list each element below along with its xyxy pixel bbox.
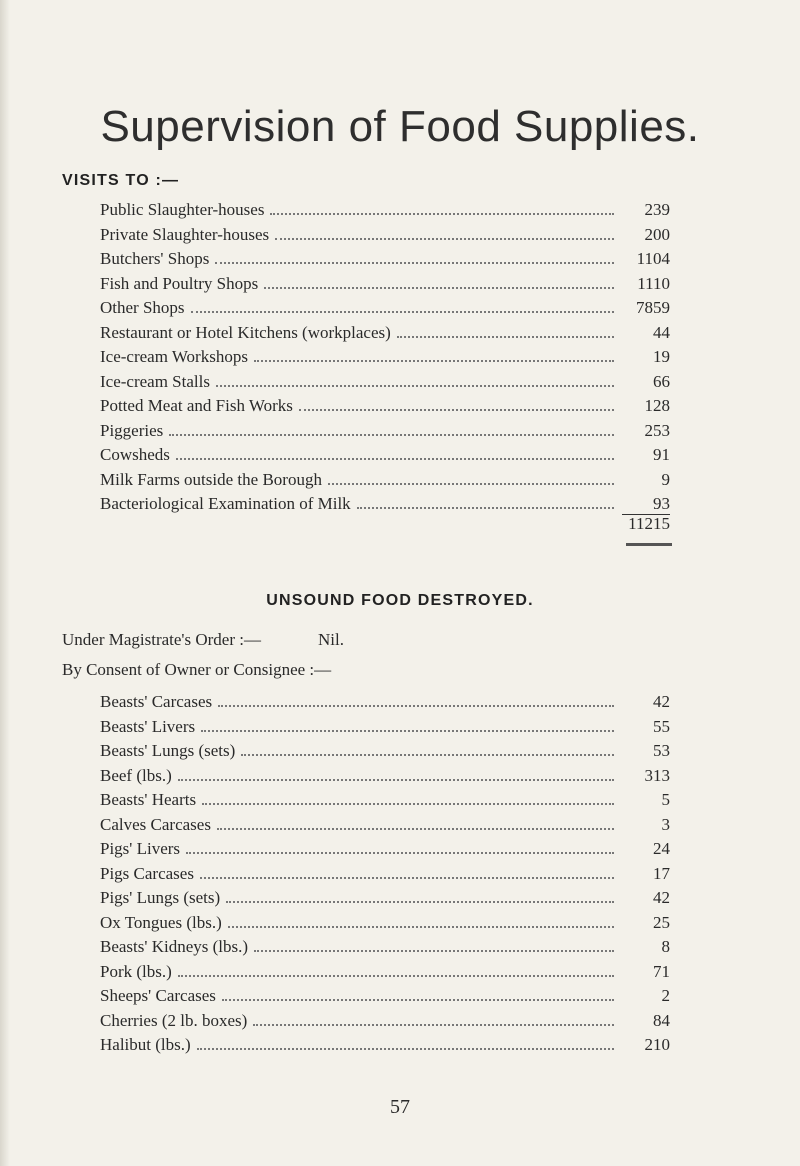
item-value: 8 — [661, 937, 670, 956]
list-item — [100, 272, 670, 297]
visits-heading: VISITS TO :— — [62, 172, 180, 189]
item-label: Cowsheds — [100, 445, 170, 464]
list-item — [100, 1033, 670, 1058]
item-value: 42 — [653, 888, 670, 907]
list-item — [100, 1009, 670, 1034]
list-item — [100, 813, 670, 838]
list-item — [100, 370, 670, 395]
item-value: 55 — [653, 716, 670, 736]
magistrate-value: Nil. — [318, 630, 344, 649]
leader-dots — [270, 213, 614, 215]
item-value: 91 — [653, 445, 670, 464]
list-item — [100, 739, 670, 764]
list-item — [100, 935, 670, 960]
item-label: Halibut (lbs.) — [100, 1035, 191, 1054]
list-item — [100, 837, 670, 862]
item-label: Calves Carcases — [100, 814, 211, 834]
list-item — [100, 468, 670, 493]
leader-dots — [357, 507, 614, 509]
item-value: 313 — [644, 765, 670, 785]
page-number: 57 — [390, 1096, 410, 1118]
list-item — [100, 223, 670, 248]
item-value: 24 — [653, 839, 670, 858]
item-label: Bacteriological Examination of Milk — [100, 494, 351, 513]
visits-total: 11215 — [628, 514, 670, 533]
item-value: 25 — [653, 912, 670, 932]
item-label: Beasts' Livers — [100, 716, 196, 736]
list-item — [100, 984, 670, 1009]
leader-dots — [202, 803, 614, 805]
item-value: 200 — [644, 224, 670, 244]
list-item — [100, 443, 670, 468]
item-label: Potted Meat and Fish Works — [100, 396, 293, 415]
list-item — [100, 886, 670, 911]
list-item — [100, 492, 670, 517]
leader-dots — [397, 336, 614, 338]
item-value: 239 — [644, 200, 670, 219]
list-item — [100, 911, 670, 936]
item-label: Pigs Carcases — [100, 863, 194, 883]
leader-dots — [275, 238, 614, 240]
leader-dots — [178, 779, 614, 781]
item-label: Pork (lbs.) — [100, 961, 172, 981]
leader-dots — [200, 877, 614, 879]
item-value: 42 — [653, 692, 670, 711]
leader-dots — [299, 409, 614, 411]
list-item — [100, 321, 670, 346]
item-value: 5 — [661, 790, 670, 809]
list-item — [100, 788, 670, 813]
visits-list — [100, 198, 670, 517]
leader-dots — [253, 1024, 614, 1026]
total-underline — [626, 543, 672, 546]
item-value: 93 — [653, 494, 670, 513]
leader-dots — [215, 262, 614, 264]
leader-dots — [216, 385, 614, 387]
item-value: 3 — [661, 814, 670, 834]
item-value: 1104 — [636, 249, 670, 268]
item-label: Public Slaughter-houses — [100, 200, 265, 219]
item-value: 66 — [653, 371, 670, 391]
item-value: 2 — [661, 986, 670, 1005]
item-label: Milk Farms outside the Borough — [100, 469, 322, 489]
leader-dots — [254, 360, 614, 362]
leader-dots — [264, 287, 614, 289]
page-title: Supervision of Food Supplies. — [100, 102, 700, 151]
item-value: 210 — [644, 1035, 670, 1054]
leader-dots — [197, 1048, 614, 1050]
item-label: Ox Tongues (lbs.) — [100, 912, 222, 932]
item-label: Private Slaughter-houses — [100, 224, 270, 244]
item-label: Ice-cream Stalls — [100, 371, 210, 391]
item-label: Pigs' Lungs (sets) — [100, 888, 221, 907]
item-value: 53 — [653, 741, 670, 760]
item-value: 1110 — [637, 273, 670, 293]
item-value: 71 — [653, 961, 670, 981]
item-value: 128 — [644, 396, 670, 415]
item-label: Pigs' Livers — [100, 839, 181, 858]
item-label: Other Shops — [100, 298, 185, 317]
item-label: Restaurant or Hotel Kitchens (workplaces) — [100, 322, 391, 342]
leader-dots — [217, 828, 614, 830]
list-item — [100, 296, 670, 321]
leader-dots — [228, 926, 614, 928]
list-item — [100, 345, 670, 370]
unsound-list — [100, 690, 670, 1058]
list-item — [100, 198, 670, 223]
item-label: Cherries (2 lb. boxes) — [100, 1010, 248, 1030]
list-item — [100, 764, 670, 789]
item-label: Sheeps' Carcases — [100, 986, 216, 1005]
list-item — [100, 862, 670, 887]
leader-dots — [178, 975, 614, 977]
list-item — [100, 394, 670, 419]
page-edge-shadow — [0, 0, 10, 1166]
leader-dots — [186, 852, 614, 854]
list-item — [100, 419, 670, 444]
leader-dots — [169, 434, 614, 436]
leader-dots — [241, 754, 614, 756]
item-label: Beasts' Kidneys (lbs.) — [100, 937, 249, 956]
magistrate-label: Under Magistrate's Order :— — [62, 630, 261, 649]
item-label: Beasts' Carcases — [100, 692, 213, 711]
leader-dots — [201, 730, 614, 732]
item-value: 9 — [661, 469, 670, 489]
item-value: 19 — [653, 347, 670, 366]
item-value: 17 — [653, 863, 670, 883]
leader-dots — [176, 458, 614, 460]
item-label: Piggeries — [100, 420, 164, 440]
item-label: Ice-cream Workshops — [100, 347, 248, 366]
item-value: 84 — [653, 1010, 670, 1030]
list-item — [100, 960, 670, 985]
item-value: 7859 — [636, 298, 670, 317]
unsound-heading: UNSOUND FOOD DESTROYED. — [266, 592, 534, 609]
leader-dots — [254, 950, 614, 952]
item-label: Beasts' Hearts — [100, 790, 197, 809]
leader-dots — [222, 999, 614, 1001]
item-value: 253 — [644, 420, 670, 440]
leader-dots — [191, 311, 614, 313]
item-label: Butchers' Shops — [100, 249, 210, 268]
leader-dots — [226, 901, 614, 903]
item-label: Beef (lbs.) — [100, 765, 172, 785]
consent-label: By Consent of Owner or Consignee :— — [62, 660, 332, 679]
list-item — [100, 690, 670, 715]
list-item — [100, 247, 670, 272]
item-label: Beasts' Lungs (sets) — [100, 741, 236, 760]
leader-dots — [328, 483, 614, 485]
item-value: 44 — [653, 322, 670, 342]
item-label: Fish and Poultry Shops — [100, 273, 259, 293]
leader-dots — [218, 705, 614, 707]
list-item — [100, 715, 670, 740]
